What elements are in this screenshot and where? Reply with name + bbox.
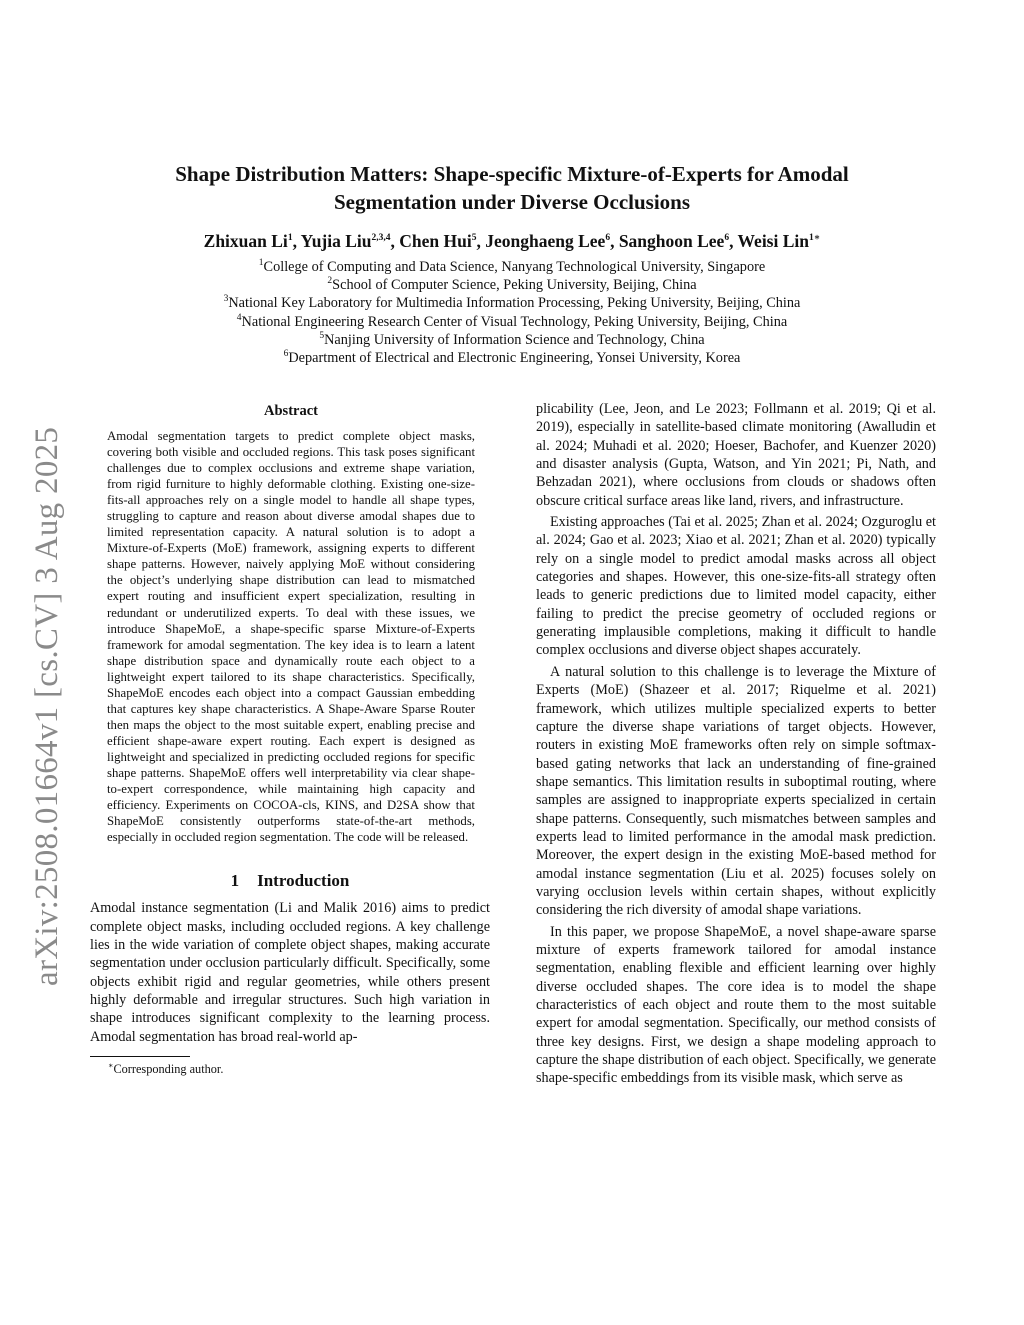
title-line-2: Segmentation under Diverse Occlusions <box>333 190 691 214</box>
left-column <box>90 400 490 1077</box>
abstract-text: Amodal segmentation targets to predict complete object masks, covering both visible and occluded regions. This task poses significant challenges due to complex occlusions and extreme shape variation, from rigid furniture to highly deformable clothing. Existing one-size-fits-all approaches rely on a single model to handle all shape types, struggling to capture and reason about diverse amodal shapes due to limited representation capacity. A natural solution is to adopt a Mixture-of-Experts (MoE) framework, assigning experts to different shape patterns. However, naively applying MoE without considering the object’s underlying shape distribution can lead to mismatched expert routing and insufficient expert specialization, resulting in redundant or underutilized experts. To deal with these issues, we introduce ShapeMoE, a shape-specific sparse Mixture-of-Experts framework for amodal segmentation. The key idea is to learn a latent shape distribution space and dynamically route each object to a lightweight expert tailored to its shape characteristics. Specifically, ShapeMoE encodes each object into a compact Gaussian embedding that captures key shape characteristics. A Shape-Aware Sparse Router then maps the object to the most suitable expert, enabling precise and efficient shape-aware expert routing. Each expert is designed as lightweight and specialized in predicting occluded regions for specific shape patterns. ShapeMoE offers well interpretability via clear shape-to-expert correspondence, while maintaining high capacity and efficiency. Experiments on COCOA-cls, KINS, and D2SA show that ShapeMoE consistently outperforms state-of-the-art methods, especially in occluded region segmentation. The code will be released. <box>107 429 475 845</box>
author: Chen Hui$^5$, <box>399 231 486 251</box>
author: Zhixuan Li$^1$, <box>203 231 301 251</box>
affiliation: $^4$National Engineering Research Center of Visual Technology, Peking University, Beijing, China <box>236 312 788 330</box>
paper-title <box>90 160 934 216</box>
author: Jeonghaeng Lee$^6$, <box>485 231 619 251</box>
affiliation: $^6$Department of Electrical and Electronic Engineering, Yonsei University, Korea <box>283 349 741 367</box>
footnote: ∗Corresponding author. <box>108 1060 224 1077</box>
affiliation: $^2$School of Computer Science, Peking University, Beijing, China <box>327 276 697 294</box>
arxiv-identifier-stamp: arXiv:2508.01664v1 [cs.CV] 3 Aug 2025 <box>29 426 65 986</box>
affiliation: $^5$Nanjing University of Information Science and Technology, China <box>319 331 705 348</box>
author: Yujia Liu$^{2,3,4}$, <box>300 231 400 251</box>
section-number: 1 <box>230 871 240 891</box>
intro-paragraph: Amodal instance segmentation (Li and Malik 2016) aims to predict complete object masks, including occluded regions. A key challenge lies in the wide variation of complete object shapes, making accurate segmentation under occlusion particularly difficult. Specifically, some objects exhibit rigid and regular geometries, while others present highly deformable and irregular structures. Such high variation in shape introduces significant complexity to the learning process. Amodal segmentation has broad real-world ap- <box>90 900 490 1045</box>
title-line-1: Shape Distribution Matters: Shape-specific Mixture-of-Experts for Amodal <box>175 162 849 186</box>
abstract-section <box>107 403 475 845</box>
section-heading-introduction <box>90 871 490 891</box>
author: Sanghoon Lee$^6$, <box>618 231 738 251</box>
right-column <box>536 400 936 1088</box>
footnote-divider <box>90 1056 190 1057</box>
author: Weisi Lin$^{1∗}$ <box>737 231 821 251</box>
body-paragraph: plicability (Lee, Jeon, and Le 2023; Follmann et al. 2019; Qi et al. 2019), especially in satellite-based climate monitoring (Awalludin et al. 2024; Muhadi et al. 2020; Hoeser, Bachofer, and Kuenzer 2020) and disaster analysis (Gupta, Watson, and Yin 2021; Pi, Nath, and Behzadan 2021), where occlusions from clouds or shadows often obscure critical surface areas like land, rivers, and infrastructure. <box>536 401 936 509</box>
body-paragraph: In this paper, we propose ShapeMoE, a novel shape-aware sparse mixture of experts framework tailored for amodal instance segmentation, enabling flexible and efficient learning over highly diverse occluded shapes. The core idea is to model the shape characteristics of each object and route them to the most suitable expert for amodal segmentation. Specifically, our method consists of three key designs. First, we design a shape modeling approach to capture the shape distribution of each object. Specifically, we generate shape-specific embeddings from its visible mask, which serve as <box>536 923 936 1087</box>
section-title: Introduction <box>257 871 350 891</box>
body-paragraph: A natural solution to this challenge is to leverage the Mixture of Experts (MoE) (Shazeer et al. 2017; Riquelme et al. 2021) framework, which utilizes multiple specialized experts to better capture the diverse shape variations of target objects. However, routers in existing MoE frameworks often rely on simple softmax-based gating networks that lack an understanding of fine-grained shape semantics. This limitation results in suboptimal routing, where samples are assigned to inappropriate experts specialized in certain shape patterns. Consequently, such mismatches between samples and experts lead to limited performance in the amodal mask prediction. Moreover, the expert design in the existing MoE-based method for amodal instance segmentation (Liu et al. 2025) focuses solely on varying occlusion levels within certain shapes, without explicitly considering the rich diversity of amodal shape variations. <box>536 663 936 919</box>
affiliation: $^3$National Key Laboratory for Multimedia Information Processing, Peking University, Beijing, China <box>223 294 801 312</box>
affiliation-list <box>90 258 934 367</box>
body-paragraph: Existing approaches (Tai et al. 2025; Zhan et al. 2024; Ozguroglu et al. 2024; Gao et al. 2023; Xiao et al. 2021; Zhan et al. 2020) typically rely on a single model to predict amodal masks across all object categories and shapes. However, this one-size-fits-all strategy often leads to generic predictions due to limited model capacity, either failing to predict the precise geometry of occluded regions or generating implausible completions, making it difficult to handle complex occlusions and diverse object shapes accurately. <box>536 514 936 659</box>
author-list <box>90 231 934 252</box>
abstract-heading: Abstract <box>264 403 318 419</box>
affiliation: $^1$College of Computing and Data Science, Nanyang Technological University, Singapore <box>258 258 766 275</box>
